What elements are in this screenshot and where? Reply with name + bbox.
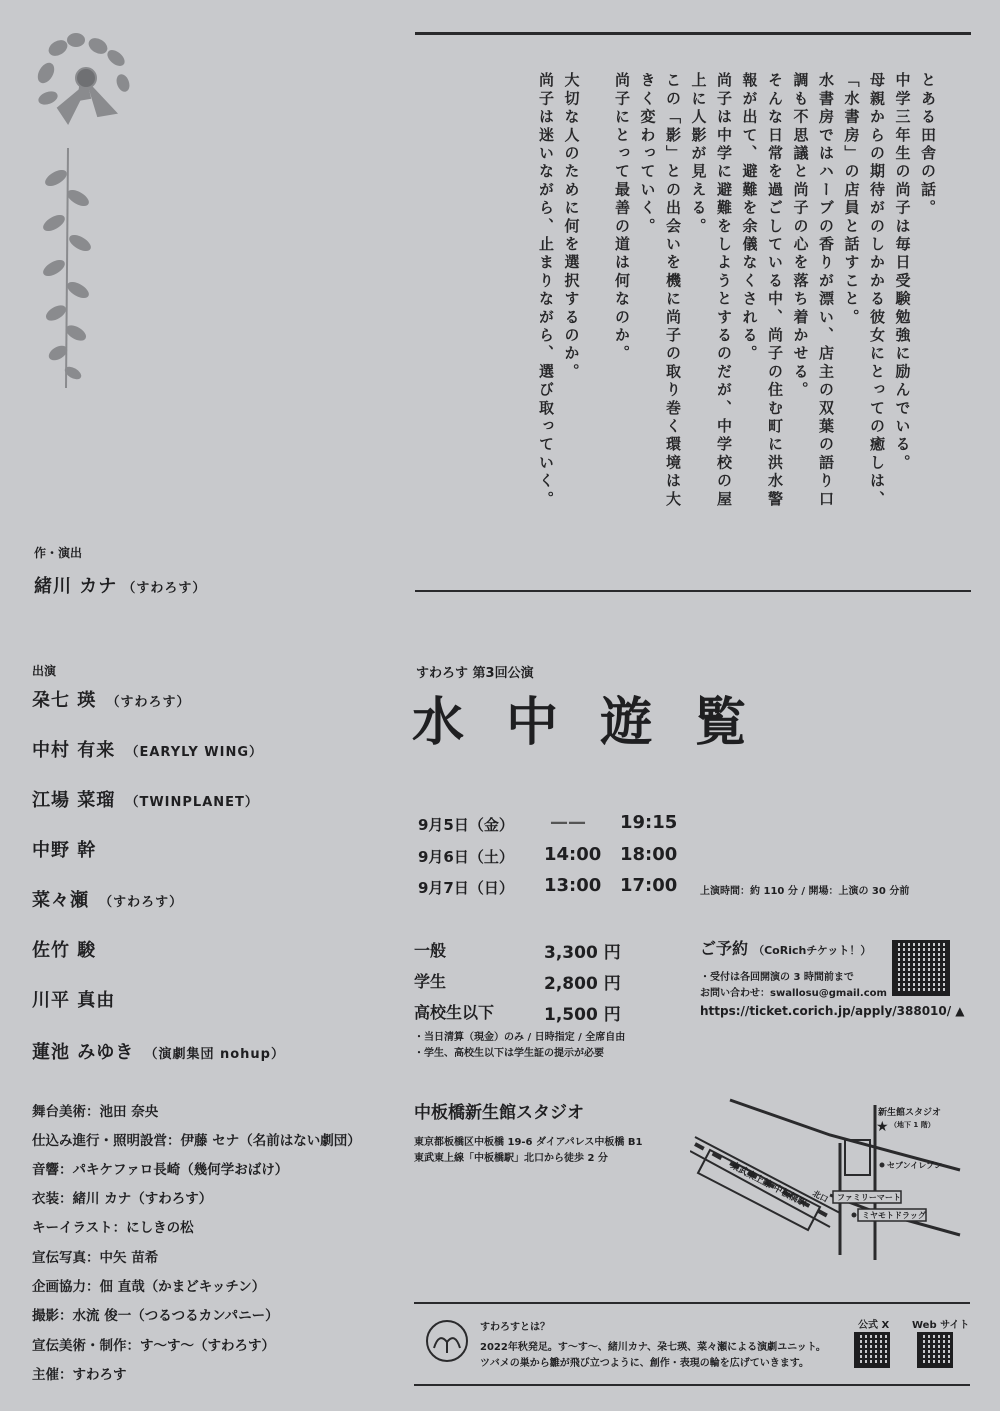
schedule-date: 9月7日（日） <box>418 879 514 897</box>
schedule-time-1: 13:00 <box>544 875 602 896</box>
synopsis-top-rule <box>415 32 971 35</box>
reservation-title: ご予約 <box>700 939 749 958</box>
cast-affiliation: （すわろす） <box>106 695 191 710</box>
schedule-time-2: 18:00 <box>620 844 678 865</box>
cast-name: 江場 菜瑠 <box>32 790 116 811</box>
price-amount: 3,300 円 <box>544 943 621 963</box>
cast-member <box>32 786 259 812</box>
cast-member <box>32 836 106 862</box>
map-studio-label: 新生館スタジオ <box>878 1108 942 1118</box>
staff-credit: 衣装：緒川 カナ（すわろす） <box>32 1191 213 1207</box>
staff-credit: 撮影：水流 俊一（つるつるカンパニー） <box>32 1308 279 1324</box>
synopsis-line: 尚子は中学に避難をしようとするのだが、中学校の屋 <box>715 72 733 509</box>
cast-name: 佐竹 駿 <box>32 940 97 961</box>
staff-credit: キーイラスト：にしきの松 <box>32 1220 194 1236</box>
map-star-icon: ★ <box>876 1119 889 1135</box>
synopsis-line: 「水書房」の店員と話すこと。 <box>842 72 861 327</box>
reservation-note: ・受付は各回開演の 3 時間前まで <box>700 972 854 983</box>
schedule-date: 9月6日（土） <box>418 848 514 866</box>
venue-map <box>690 1095 970 1265</box>
synopsis-bottom-rule <box>415 590 971 592</box>
synopsis-line: 水書房ではハーブの香りが漂い、店主の双葉の語り口 <box>817 72 835 509</box>
qr-x-label: 公式 X <box>858 1320 890 1331</box>
x-qr-code[interactable] <box>854 1332 890 1368</box>
map-station-label: 東武東上線 中板橋駅 <box>728 1160 808 1210</box>
synopsis-line: 大切な人のために何を選択するのか。 <box>562 72 581 382</box>
contact-email[interactable]: お問い合わせ：swallosu@gmail.com <box>700 988 887 999</box>
price-note: ・当日清算（現金）のみ / 日時指定 / 全席自由 <box>414 1032 626 1043</box>
cast-member <box>32 1038 285 1064</box>
about-line: 2022年秋発足。す〜す〜、緒川カナ、朶七瑛、菜々瀬による演劇ユニット。 <box>480 1342 826 1353</box>
cast-member <box>32 686 190 712</box>
price-label: 学生 <box>414 972 447 991</box>
cast-affiliation: （演劇集団 nohup） <box>144 1047 285 1062</box>
schedule-row <box>418 846 698 867</box>
venue-name: 中板橋新生館スタジオ <box>414 1103 584 1123</box>
map-studio-floor: （地下 1 階） <box>890 1121 935 1129</box>
synopsis-line: 尚子にとって最善の道は何なのか。 <box>613 72 631 364</box>
director-affiliation: （すわろす） <box>122 581 207 596</box>
about-heading: すわろすとは？ <box>480 1322 550 1333</box>
reservation-qr-code[interactable] <box>892 940 950 996</box>
cast-member <box>32 886 183 912</box>
cast-member <box>32 736 263 762</box>
synopsis-line: 調も不思議と尚子の心を落ち着かせる。 <box>791 72 810 400</box>
synopsis-text <box>455 72 940 582</box>
venue-access: 東武東上線「中板橋駅」北口から徒歩 2 分 <box>414 1153 608 1164</box>
map-seven-label: セブンイレブン <box>887 1161 942 1170</box>
cast-name: 菜々瀬 <box>32 890 89 911</box>
cast-name: 川平 真由 <box>32 990 116 1011</box>
about-line: ツバメの巣から雛が飛び立つように、創作・表現の輪を広げていきます。 <box>480 1358 809 1369</box>
synopsis-line: 母親からの期待がのしかかる彼女にとっての癒しは、 <box>868 72 886 509</box>
botanical-illustration <box>28 28 138 398</box>
staff-credit: 企画協力：佃 直哉（かまどキッチン） <box>32 1279 266 1295</box>
cast-member <box>32 986 125 1012</box>
staff-credit: 仕込み進行・照明設営：伊藤 セナ（名前はない劇団） <box>32 1133 361 1149</box>
reservation-sub: （CoRichチケット！） <box>753 944 872 957</box>
price-row <box>414 969 621 994</box>
cast-member <box>32 936 106 962</box>
schedule-time-2: 19:15 <box>620 812 678 833</box>
price-amount: 2,800 円 <box>544 974 621 994</box>
cast-name: 朶七 瑛 <box>32 690 97 711</box>
swallow-logo-icon <box>424 1318 470 1364</box>
schedule-time-1: —— <box>550 812 586 833</box>
runtime-note: 上演時間：約 110 分 / 開場：上演の 30 分前 <box>700 886 910 897</box>
cast-affiliation: （EARYLY WING） <box>125 745 264 760</box>
staff-credit: 舞台美術：池田 奈央 <box>32 1104 159 1120</box>
venue-address: 東京都板橋区中板橋 19-6 ダイアパレス中板橋 B1 <box>414 1137 643 1148</box>
staff-credit: 主催：すわろす <box>32 1367 127 1383</box>
price-note: ・学生、高校生以下は学生証の提示が必要 <box>414 1048 604 1059</box>
map-family-label: ファミリーマート <box>837 1193 901 1202</box>
price-label: 高校生以下 <box>414 1003 495 1022</box>
map-north-exit-label: 北口 <box>811 1188 830 1205</box>
synopsis-line: 上に人影が見える。 <box>689 72 708 236</box>
qr-web-label: Web サイト <box>912 1320 970 1331</box>
reservation-url[interactable]: https://ticket.corich.jp/apply/388010/ ▲ <box>700 1004 965 1018</box>
reservation-heading <box>700 936 871 959</box>
cast-label: 出演 <box>32 664 57 678</box>
staff-credit: 宣伝美術・制作：す〜す〜（すわろす） <box>32 1338 275 1354</box>
cast-name: 蓮池 みゆき <box>32 1042 135 1063</box>
synopsis-line: きく変わっていく。 <box>638 72 657 236</box>
synopsis-line: この「影」との出会いを機に尚子の取り巻く環境は大 <box>664 72 682 509</box>
about-box <box>414 1302 970 1386</box>
director-name: 緒川 カナ <box>34 576 118 597</box>
cast-name: 中村 有来 <box>32 740 116 761</box>
staff-credit: 音響：パキケファロ長崎（幾何学おばけ） <box>32 1162 289 1178</box>
schedule-row <box>418 814 698 835</box>
synopsis-line: 中学三年生の尚子は毎日受験勉強に励んでいる。 <box>893 72 912 473</box>
map-miyamoto-label: ミヤモトドラッグ <box>862 1211 926 1220</box>
schedule-date: 9月5日（金） <box>418 816 514 834</box>
synopsis-line: そんな日常を過ごしている中、尚子の住む町に洪水警 <box>766 72 784 509</box>
production-title: 水 中 遊 覧 <box>412 693 759 753</box>
cast-name: 中野 幹 <box>32 840 97 861</box>
staff-credit: 宣伝写真：中矢 苗希 <box>32 1250 159 1266</box>
synopsis-line: 報が出て、避難を余儀なくされる。 <box>740 72 759 364</box>
cast-affiliation: （すわろす） <box>99 895 184 910</box>
director <box>34 572 206 598</box>
director-label: 作・演出 <box>34 546 83 560</box>
production-subtitle: すわろす 第3回公演 <box>416 666 534 681</box>
price-amount: 1,500 円 <box>544 1005 621 1025</box>
synopsis-line: 尚子は迷いながら、止まりながら、選び取っていく。 <box>537 72 555 509</box>
website-qr-code[interactable] <box>917 1332 953 1368</box>
cast-affiliation: （TWINPLANET） <box>125 795 259 810</box>
synopsis-line: とある田舎の話。 <box>919 72 937 218</box>
price-row <box>414 1000 621 1025</box>
schedule-time-1: 14:00 <box>544 844 602 865</box>
schedule-row <box>418 877 698 898</box>
price-label: 一般 <box>414 941 447 960</box>
price-row <box>414 938 621 963</box>
schedule-time-2: 17:00 <box>620 875 678 896</box>
